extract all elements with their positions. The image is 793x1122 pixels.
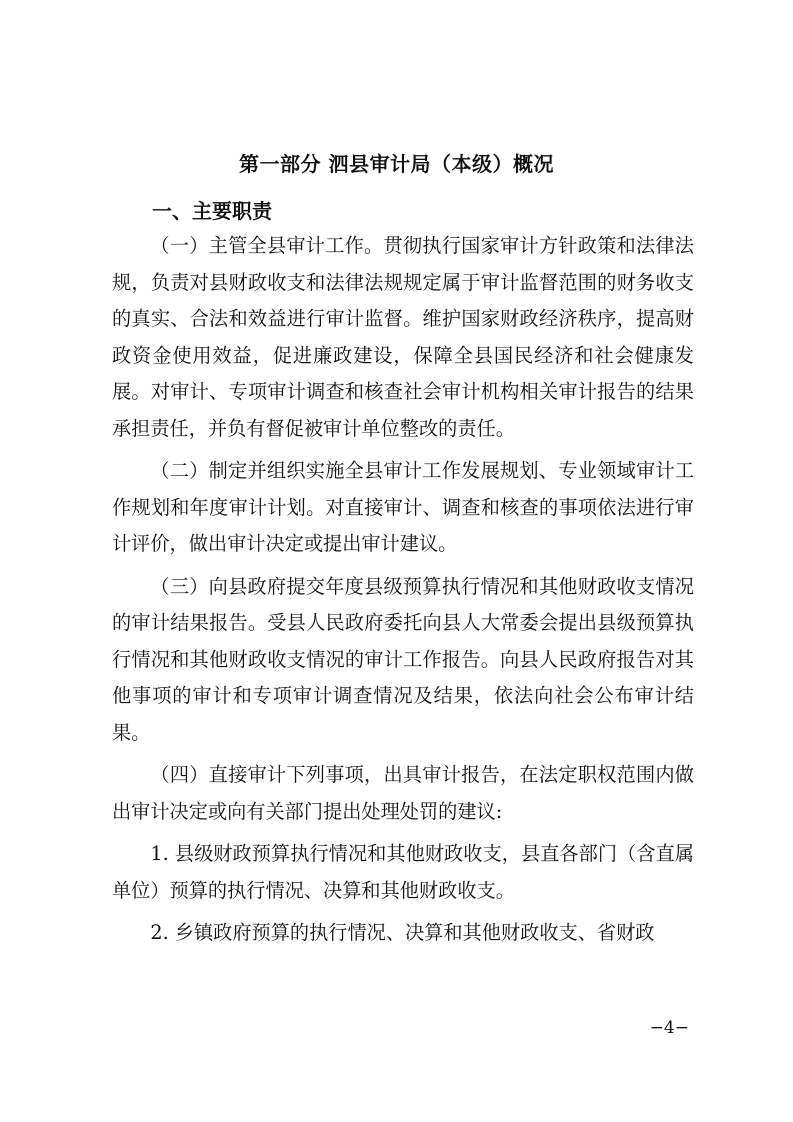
page-title: 第一部分 泗县审计局（本级）概况	[239, 152, 554, 176]
paragraph-3: （三）向县政府提交年度县级预算执行情况和其他财政收支情况的审计结果报告。受县人民政府委托向县人大常委会提出县级预算执行情况和其他财政收支情况的审计工作报告。向县人民政府报告对其他事项的审计和专项审计调查情况及结果，依法向社会公布审计结果。	[112, 574, 694, 744]
paragraph-5: 1. 县级财政预算执行情况和其他财政收支，县直各部门（含直属单位）预算的执行情况、决算和其他财政收支。	[112, 842, 694, 902]
page-number: −4−	[649, 1018, 689, 1038]
body-text	[112, 228, 694, 958]
section-heading: 一、主要职责	[152, 199, 272, 223]
paragraph-6: 2. 乡镇政府预算的执行情况、决算和其他财政收支、省财政	[150, 921, 655, 944]
paragraph-4: （四）直接审计下列事项，出具审计报告，在法定职权范围内做出审计决定或向有关部门提出处理处罚的建议:	[112, 763, 694, 823]
paragraph-2: （二）制定并组织实施全县审计工作发展规划、专业领域审计工作规划和年度审计计划。对直接审计、调查和核查的事项依法进行审计评价，做出审计决定或提出审计建议。	[112, 459, 694, 555]
paragraph-1: （一）主管全县审计工作。贯彻执行国家审计方针政策和法律法规，负责对县财政收支和法律法规规定属于审计监督范围的财务收支的真实、合法和效益进行审计监督。维护国家财政经济秩序，提高财政资金使用效益，促进廉政建设，保障全县国民经济和社会健康发展。对审计、专项审计调查和核查社会审计机构相关审计报告的结果承担责任，并负有督促被审计单位整改的责任。	[112, 234, 694, 440]
